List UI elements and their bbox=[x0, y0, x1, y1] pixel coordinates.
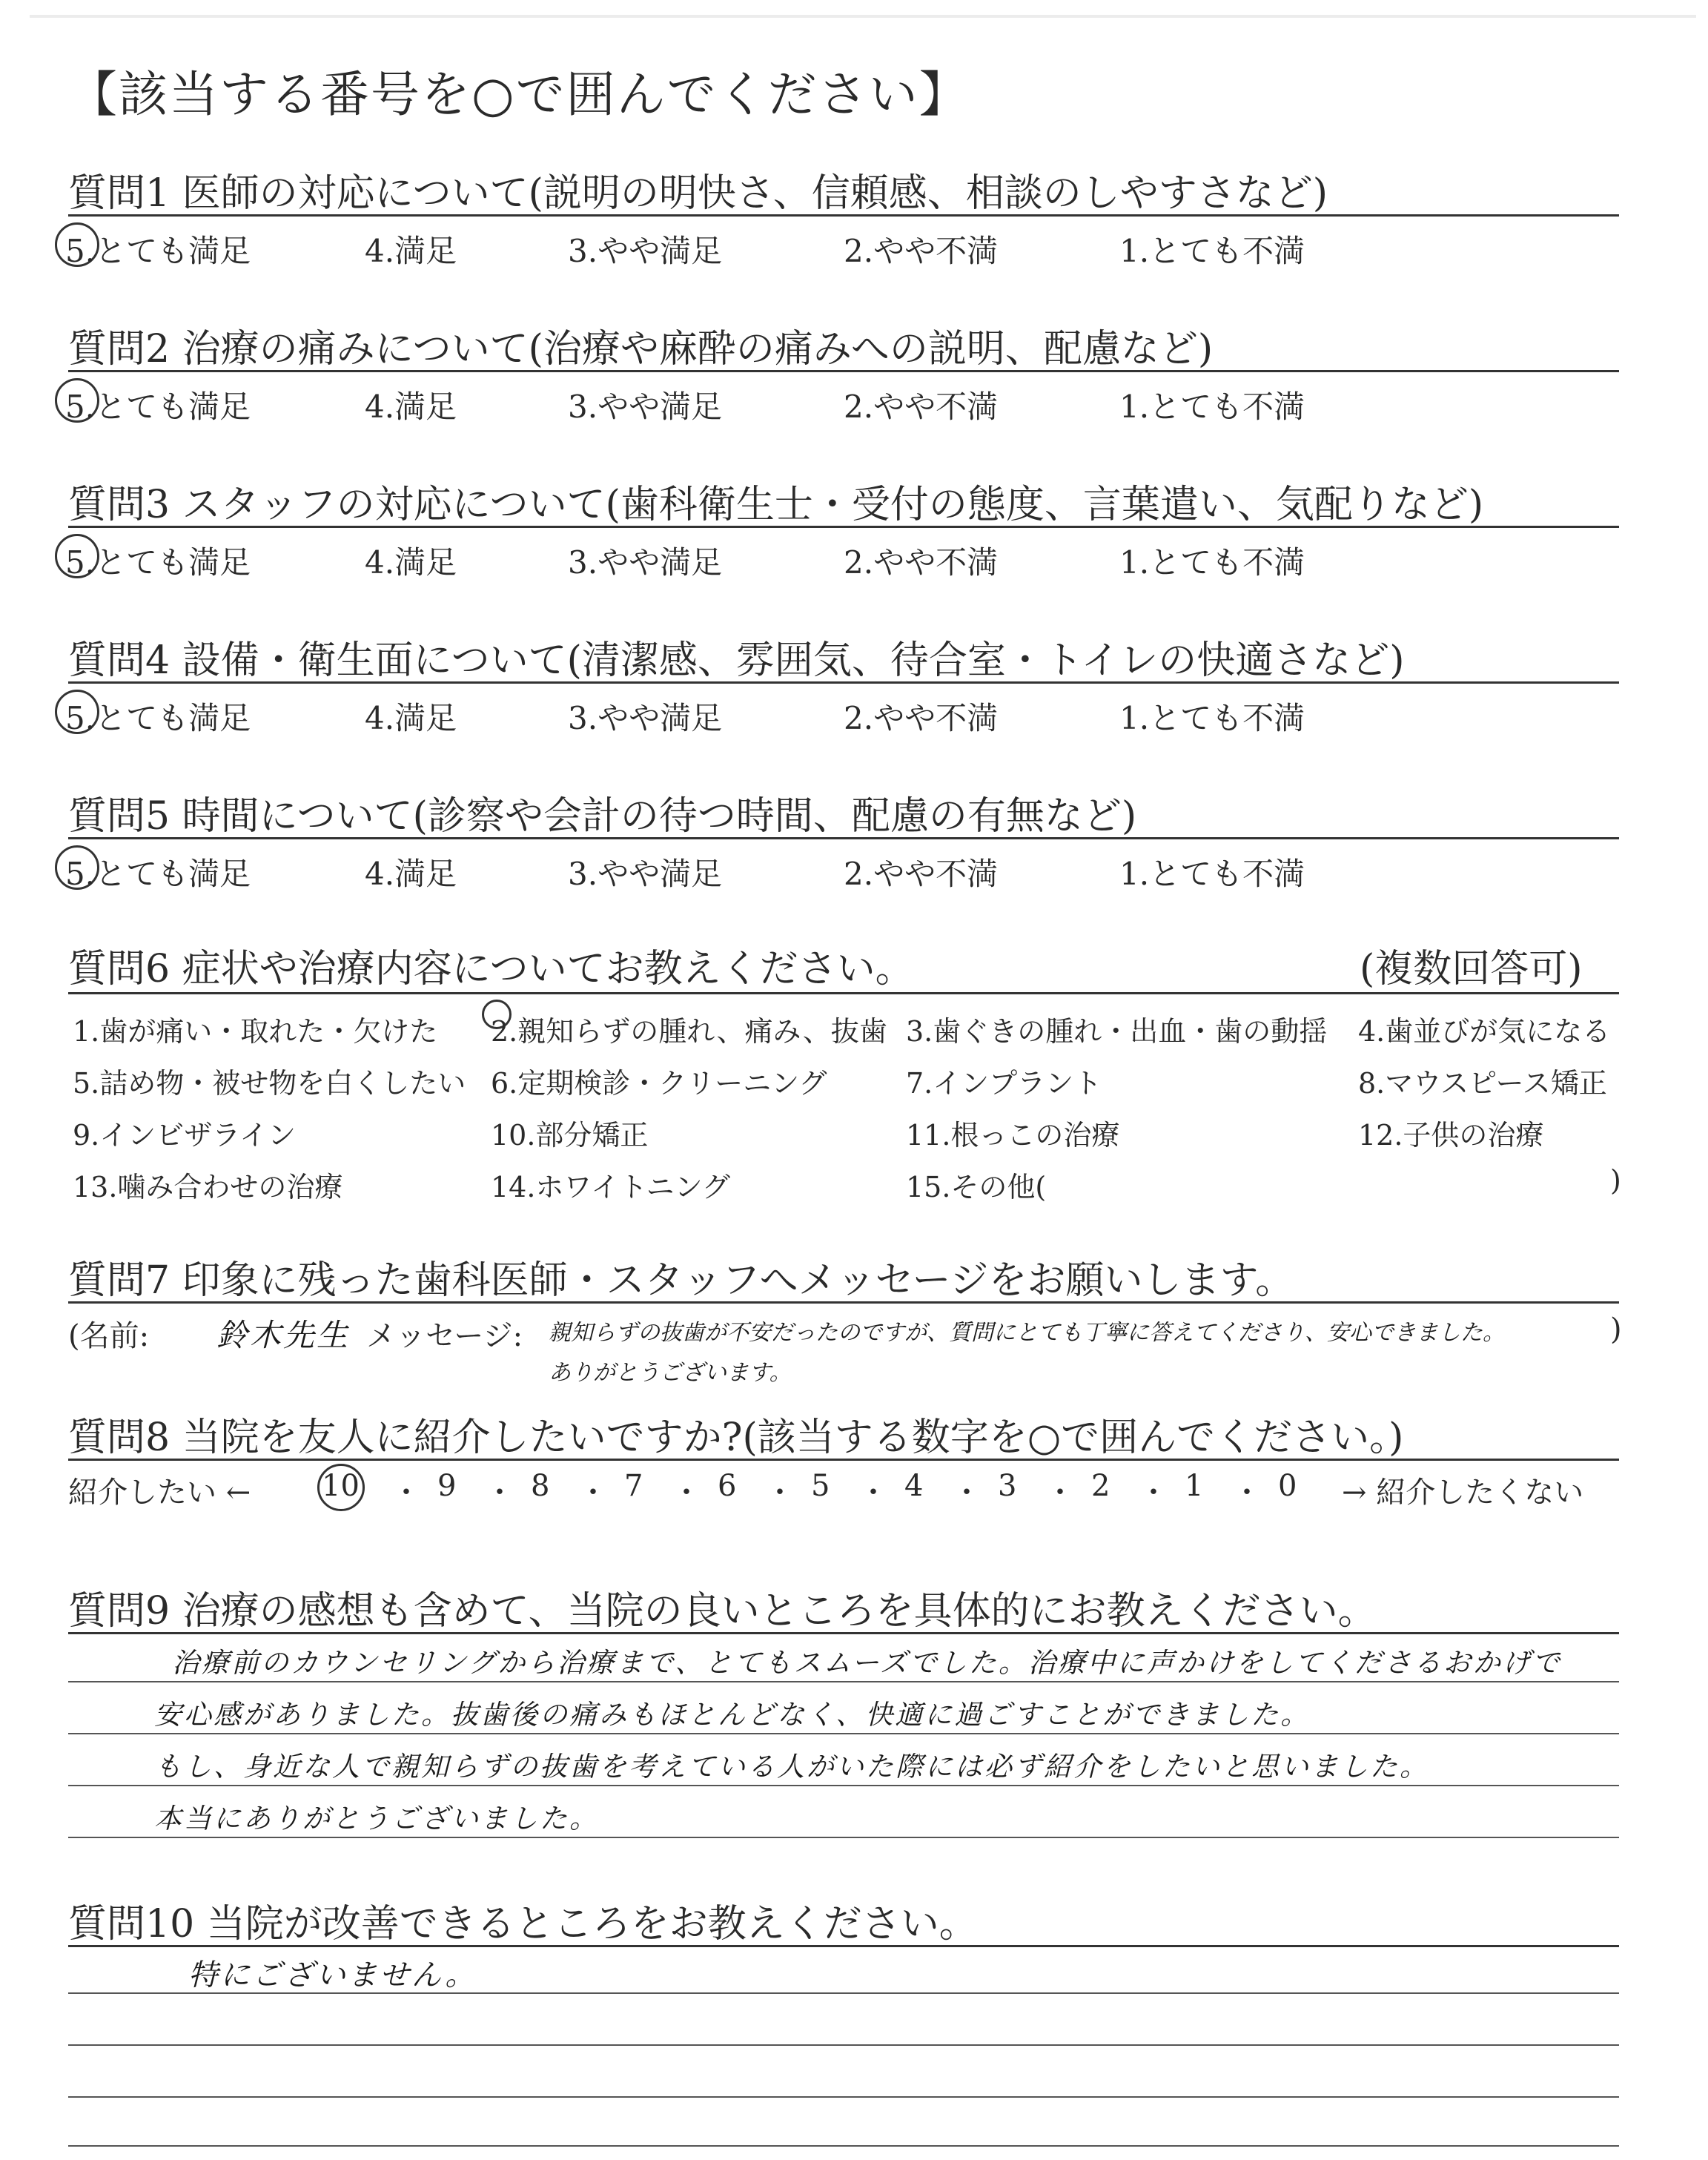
q9-answer-line-2[interactable]: 安心感がありました。抜歯後の痛みもほとんどなく、快適に過ごすことができました。 bbox=[154, 1699, 1311, 1731]
q3-option-2[interactable]: 2.やや不満 bbox=[844, 544, 999, 581]
scale-9[interactable]: 9 bbox=[437, 1469, 457, 1503]
scale-separator: ・ bbox=[1139, 1476, 1168, 1510]
q6-item-12[interactable]: 12.子供の治療 bbox=[1358, 1119, 1544, 1152]
scale-separator: ・ bbox=[1045, 1476, 1075, 1510]
question-6-rule bbox=[68, 992, 1619, 994]
question-7-title: 質問7 印象に残った歯科医師・スタッフへメッセージをお願いします。 bbox=[68, 1258, 1294, 1303]
question-10-title: 質問10 当院が改善できるところをお教えください。 bbox=[68, 1902, 978, 1946]
scale-separator: ・ bbox=[391, 1476, 421, 1510]
q5-option-1[interactable]: 1.とても不満 bbox=[1119, 856, 1305, 892]
q5-option-3[interactable]: 3.やや満足 bbox=[568, 856, 723, 892]
scale-separator: ・ bbox=[485, 1476, 514, 1510]
message-label: メッセージ: bbox=[366, 1319, 523, 1353]
question-8-rule bbox=[68, 1459, 1619, 1461]
answer-line bbox=[68, 2145, 1619, 2147]
q6-item-10[interactable]: 10.部分矯正 bbox=[491, 1119, 649, 1152]
question-9-rule bbox=[68, 1632, 1619, 1634]
question-1-title: 質問1 医師の対応について(説明の明快さ、信頼感、相談のしやすさなど) bbox=[68, 171, 1328, 216]
q9-answer-line-3[interactable]: もし、身近な人で親知らずの抜歯を考えている人がいた際には必ず紹介をしたいと思いました。 bbox=[154, 1751, 1429, 1783]
scale-6[interactable]: 6 bbox=[718, 1469, 737, 1503]
answer-line bbox=[68, 1681, 1619, 1682]
answer-line bbox=[68, 1785, 1619, 1786]
q4-option-5[interactable]: 5.とても満足 bbox=[65, 700, 251, 736]
q6-item-13[interactable]: 13.噛み合わせの治療 bbox=[73, 1171, 343, 1203]
recommend-right-label: → 紹介したくない bbox=[1342, 1476, 1584, 1510]
q6-item-7[interactable]: 7.インプラント bbox=[906, 1067, 1102, 1100]
q1-option-2[interactable]: 2.やや不満 bbox=[844, 233, 999, 269]
message-line-1[interactable]: 親知らずの抜歯が不安だったのですが、質問にとても丁寧に答えてくださり、安心できました。 bbox=[549, 1320, 1505, 1346]
question-8-title: 質問8 当院を友人に紹介したいですか?(該当する数字を○で囲んでください。) bbox=[68, 1416, 1404, 1460]
q6-item-11[interactable]: 11.根っこの治療 bbox=[906, 1119, 1120, 1152]
q4-option-1[interactable]: 1.とても不満 bbox=[1119, 700, 1305, 736]
q6-item-14[interactable]: 14.ホワイトニング bbox=[491, 1171, 731, 1203]
scale-4[interactable]: 4 bbox=[904, 1469, 924, 1503]
scale-separator: ・ bbox=[578, 1476, 608, 1510]
question-1-rule bbox=[68, 214, 1619, 217]
message-line-2[interactable]: ありがとうございます。 bbox=[549, 1360, 792, 1386]
scale-5[interactable]: 5 bbox=[811, 1469, 830, 1503]
q5-option-4[interactable]: 4.満足 bbox=[365, 856, 457, 892]
q3-option-4[interactable]: 4.満足 bbox=[365, 544, 457, 581]
question-2-title: 質問2 治療の痛みについて(治療や麻酔の痛みへの説明、配慮など) bbox=[68, 327, 1214, 371]
q3-option-5[interactable]: 5.とても満足 bbox=[65, 544, 251, 581]
scale-7[interactable]: 7 bbox=[624, 1469, 643, 1503]
q2-option-5[interactable]: 5.とても満足 bbox=[65, 389, 251, 425]
question-3-title: 質問3 スタッフの対応について(歯科衛生士・受付の態度、言葉遣い、気配りなど) bbox=[68, 483, 1484, 527]
scale-separator: ・ bbox=[672, 1476, 701, 1510]
scale-0[interactable]: 0 bbox=[1278, 1469, 1297, 1503]
answer-line bbox=[68, 2044, 1619, 2046]
scale-separator: ・ bbox=[858, 1476, 888, 1510]
scale-10[interactable]: 10 bbox=[322, 1469, 360, 1503]
q6-item-2[interactable]: 2.親知らずの腫れ、痛み、抜歯 bbox=[491, 1015, 887, 1048]
answer-line bbox=[68, 1837, 1619, 1838]
name-label: (名前: bbox=[68, 1319, 150, 1353]
answer-line bbox=[68, 2096, 1619, 2098]
q2-option-4[interactable]: 4.満足 bbox=[365, 389, 457, 425]
scale-separator: ・ bbox=[1232, 1476, 1262, 1510]
scale-8[interactable]: 8 bbox=[531, 1469, 550, 1503]
q1-option-4[interactable]: 4.満足 bbox=[365, 233, 457, 269]
question-7-rule bbox=[68, 1301, 1619, 1304]
q5-option-2[interactable]: 2.やや不満 bbox=[844, 856, 999, 892]
question-9-title: 質問9 治療の感想も含めて、当院の良いところを具体的にお教えください。 bbox=[68, 1589, 1377, 1634]
question-3-rule bbox=[68, 526, 1619, 528]
q4-option-4[interactable]: 4.満足 bbox=[365, 700, 457, 736]
scale-separator: ・ bbox=[952, 1476, 982, 1510]
q2-option-1[interactable]: 1.とても不満 bbox=[1119, 389, 1305, 425]
question-6-note: (複数回答可) bbox=[1360, 947, 1583, 991]
top-border bbox=[30, 15, 1696, 18]
q6-item-3[interactable]: 3.歯ぐきの腫れ・出血・歯の動揺 bbox=[906, 1015, 1328, 1048]
question-10-rule bbox=[68, 1945, 1619, 1947]
question-4-title: 質問4 設備・衛生面について(清潔感、雰囲気、待合室・トイレの快適さなど) bbox=[68, 638, 1405, 683]
answer-line bbox=[68, 1733, 1619, 1734]
question-5-title: 質問5 時間について(診察や会計の待つ時間、配慮の有無など) bbox=[68, 794, 1137, 839]
q2-option-3[interactable]: 3.やや満足 bbox=[568, 389, 723, 425]
scale-1[interactable]: 1 bbox=[1185, 1469, 1204, 1503]
message-close-paren: ) bbox=[1610, 1312, 1622, 1347]
q3-option-3[interactable]: 3.やや満足 bbox=[568, 544, 723, 581]
answer-line bbox=[68, 1992, 1619, 1994]
q6-item-4[interactable]: 4.歯並びが気になる bbox=[1358, 1015, 1611, 1048]
question-6-title: 質問6 症状や治療内容についてお教えください。 bbox=[68, 947, 914, 991]
q2-option-2[interactable]: 2.やや不満 bbox=[844, 389, 999, 425]
q1-option-3[interactable]: 3.やや満足 bbox=[568, 233, 723, 269]
q9-answer-line-4[interactable]: 本当にありがとうございました。 bbox=[154, 1803, 599, 1834]
scale-separator: ・ bbox=[765, 1476, 795, 1510]
q6-item-9[interactable]: 9.インビザライン bbox=[73, 1119, 297, 1152]
q9-answer-line-1[interactable]: 治療前のカウンセリングから治療まで、とてもスムーズでした。治療中に声かけをしてくださるおかげで bbox=[172, 1647, 1562, 1679]
name-value[interactable]: 鈴木先生 bbox=[216, 1317, 351, 1353]
recommend-left-label: 紹介したい ← bbox=[68, 1476, 251, 1510]
q3-option-1[interactable]: 1.とても不満 bbox=[1119, 544, 1305, 581]
q6-other-close-paren: ) bbox=[1610, 1164, 1621, 1197]
q6-item-6[interactable]: 6.定期検診・クリーニング bbox=[491, 1067, 827, 1100]
form-title: 【該当する番号を○で囲んでください】 bbox=[68, 66, 970, 123]
scale-2[interactable]: 2 bbox=[1091, 1469, 1110, 1503]
q6-item-8[interactable]: 8.マウスピース矯正 bbox=[1358, 1067, 1607, 1100]
q1-option-1[interactable]: 1.とても不満 bbox=[1119, 233, 1305, 269]
q6-item-5[interactable]: 5.詰め物・被せ物を白くしたい bbox=[73, 1067, 466, 1100]
q10-answer-line-1[interactable]: 特にございません。 bbox=[188, 1958, 477, 1992]
question-4-rule bbox=[68, 681, 1619, 684]
scale-3[interactable]: 3 bbox=[998, 1469, 1017, 1503]
q1-option-5[interactable]: 5.とても満足 bbox=[65, 233, 251, 269]
q4-option-2[interactable]: 2.やや不満 bbox=[844, 700, 999, 736]
q6-item-15[interactable]: 15.その他( bbox=[906, 1171, 1047, 1203]
q5-option-5[interactable]: 5.とても満足 bbox=[65, 856, 251, 892]
question-2-rule bbox=[68, 370, 1619, 372]
question-5-rule bbox=[68, 837, 1619, 839]
q4-option-3[interactable]: 3.やや満足 bbox=[568, 700, 723, 736]
q6-item-1[interactable]: 1.歯が痛い・取れた・欠けた bbox=[73, 1015, 438, 1048]
